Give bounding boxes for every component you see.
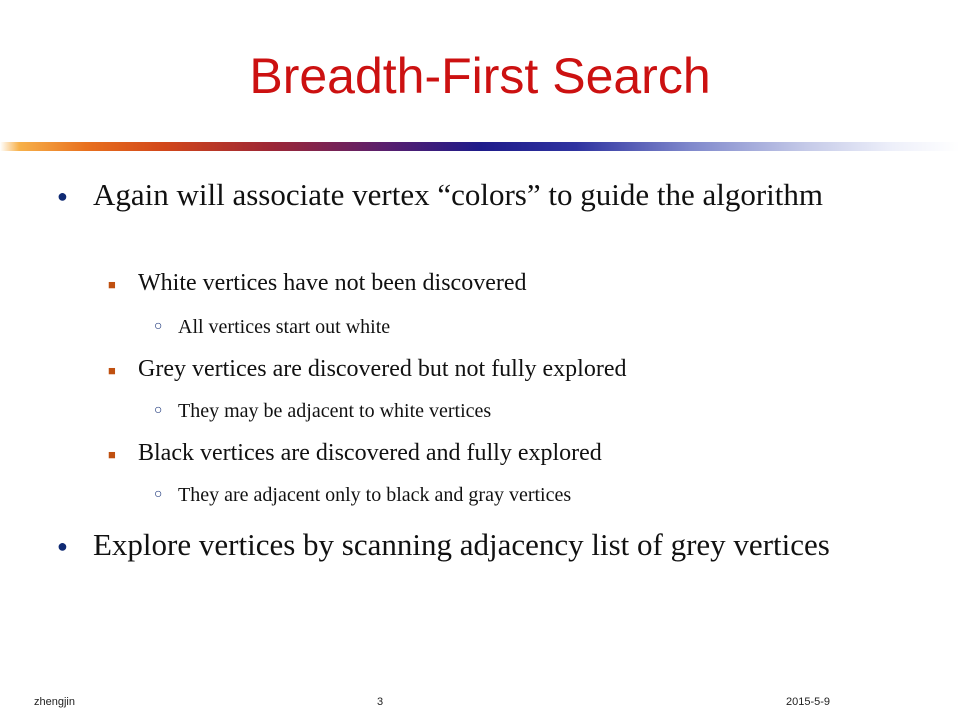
filled-square-bullet-icon: ■: [108, 277, 116, 292]
bullet-text: Explore vertices by scanning adjacency list of grey vertices: [93, 527, 830, 562]
bullet-text: White vertices have not been discovered: [138, 270, 527, 296]
bullet-text: Grey vertices are discovered but not fully explored: [138, 356, 627, 382]
title-divider: [0, 142, 960, 151]
hollow-circle-bullet-icon: ○: [154, 487, 163, 502]
filled-circle-bullet-icon: ●: [57, 186, 68, 206]
bullet-text: Black vertices are discovered and fully explored: [138, 440, 602, 466]
bullet-level1-item: [57, 524, 873, 566]
bullet-text: They may be adjacent to white vertices: [178, 400, 492, 422]
bullet-text: They are adjacent only to black and gray vertices: [178, 484, 572, 506]
slide-title: Breadth-First Search: [249, 48, 711, 104]
bullet-level2-item: [108, 438, 858, 468]
bullet-level3-item: [154, 482, 858, 508]
hollow-circle-bullet-icon: ○: [154, 319, 163, 334]
hollow-circle-bullet-icon: ○: [154, 403, 163, 418]
bullet-text: All vertices start out white: [178, 316, 391, 338]
bullet-level3-item: [154, 398, 858, 424]
footer-date: 2015-5-9: [786, 696, 831, 708]
filled-square-bullet-icon: ■: [108, 447, 116, 462]
footer-author: zhengjin: [34, 696, 75, 708]
bullet-level1-item: [57, 174, 873, 216]
bullet-level3-item: [154, 314, 858, 340]
filled-circle-bullet-icon: ●: [57, 536, 68, 556]
bullet-level2-item: [108, 268, 858, 298]
filled-square-bullet-icon: ■: [108, 363, 116, 378]
bullet-level2-item: [108, 354, 858, 384]
bullet-text: Again will associate vertex “colors” to guide the algorithm: [93, 177, 823, 212]
footer-page-number: 3: [376, 696, 384, 708]
